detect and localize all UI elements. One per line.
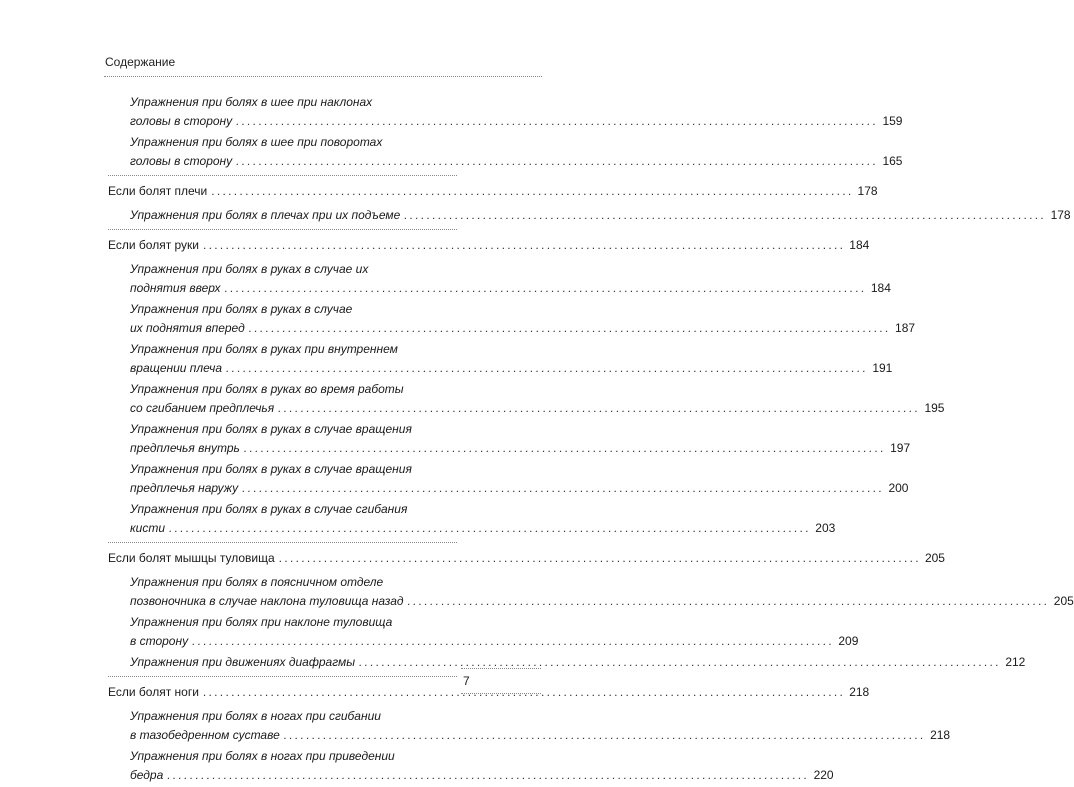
toc-entry[interactable] <box>108 93 903 131</box>
toc-entry-title-line1: Упражнения при болях в поясничном отделе <box>130 575 384 589</box>
toc-page-number: 218 <box>849 685 870 699</box>
toc-page-number: 200 <box>888 481 909 495</box>
toc-page-number: 165 <box>882 154 903 168</box>
toc-entry-title: головы в сторону <box>130 114 233 128</box>
toc-entry-title-line1: Упражнения при болях в руках в случае <box>130 302 353 316</box>
toc-page-number: 205 <box>1053 594 1074 608</box>
section-divider <box>108 229 457 230</box>
toc-chapter-title: Если болят руки <box>108 238 200 252</box>
folio-page-number: 7 <box>463 674 470 688</box>
toc-entry[interactable] <box>108 260 891 298</box>
dot-leader: .................................................................................................................. <box>407 594 1050 608</box>
toc-entry-title: головы в сторону <box>130 154 233 168</box>
toc-page-number: 209 <box>838 634 859 648</box>
toc-entry-title: в сторону <box>130 634 189 648</box>
toc-entry-title-line1: Упражнения при болях в руках в случае их <box>130 262 369 276</box>
toc-entry-title-line1: Упражнения при болях в руках в случае сгибания <box>130 502 408 516</box>
toc-entry-title: предплечья наружу <box>130 481 239 495</box>
toc-entry-title: их поднятия вперед <box>130 321 245 335</box>
dot-leader: .................................................................................................................. <box>167 768 810 782</box>
toc-chapter[interactable] <box>108 683 870 702</box>
dot-leader: .................................................................................................................. <box>248 321 892 335</box>
running-header-title: Содержание <box>105 55 176 69</box>
toc-entry[interactable] <box>108 613 859 651</box>
toc-entry-title-line1: Упражнения при болях в руках в случае вращения <box>130 422 412 436</box>
toc-entry-title-line1: Упражнения при болях в ногах при сгибании <box>130 709 381 723</box>
dot-leader: .................................................................................................................. <box>359 655 1002 669</box>
toc-entry-title: бедра <box>130 768 164 782</box>
toc-entry-title-line1: Упражнения при болях в руках во время работы <box>130 382 404 396</box>
toc-page-number: 178 <box>1050 208 1071 222</box>
toc-chapter[interactable] <box>108 182 878 201</box>
dot-leader: .................................................................................................................. <box>278 401 921 415</box>
dot-leader: .................................................................................................................. <box>278 551 921 565</box>
toc-page-number: 184 <box>849 238 870 252</box>
toc-entry-title: в тазобедренном суставе <box>130 728 280 742</box>
toc-chapter[interactable] <box>108 549 945 568</box>
toc-entry[interactable] <box>108 747 834 785</box>
toc-entry[interactable] <box>108 573 1074 611</box>
toc-entry-title: поднятия вверх <box>130 281 221 295</box>
dot-leader: .................................................................................................................. <box>236 114 879 128</box>
dot-leader: .................................................................................................................. <box>242 481 885 495</box>
toc-page-number: 187 <box>895 321 916 335</box>
dot-leader: .................................................................................................................. <box>169 521 812 535</box>
footer-divider-top <box>461 668 541 669</box>
toc-chapter-title: Если болят плечи <box>108 184 208 198</box>
toc-chapter-title: Если болят мышцы туловища <box>108 551 275 565</box>
toc-entry[interactable] <box>108 206 1071 225</box>
section-divider <box>108 676 457 677</box>
toc-chapter[interactable] <box>108 236 870 255</box>
toc-entry[interactable] <box>108 500 836 538</box>
toc-entry-title-line1: Упражнения при болях при наклоне туловища <box>130 615 393 629</box>
toc-entry[interactable] <box>108 707 951 745</box>
toc-entry-title: позвоночника в случае наклона туловища назад <box>130 594 404 608</box>
section-divider <box>108 175 457 176</box>
toc-page-number: 197 <box>890 441 911 455</box>
toc-page-number: 178 <box>857 184 878 198</box>
toc-entry[interactable] <box>108 340 893 378</box>
toc-entry-title-line1: Упражнения при болях в шее при поворотах <box>130 135 383 149</box>
dot-leader: .................................................................................................................. <box>202 685 846 699</box>
section-divider <box>108 542 457 543</box>
toc-entry-title: Упражнения при движениях диафрагмы <box>130 655 356 669</box>
dot-leader: .................................................................................................................. <box>236 154 879 168</box>
toc-page-number: 212 <box>1005 655 1026 669</box>
toc-page-number: 205 <box>924 551 945 565</box>
toc-entry[interactable] <box>108 133 903 171</box>
dot-leader: .................................................................................................................. <box>243 441 887 455</box>
toc-page-number: 218 <box>930 728 951 742</box>
toc-entry-title-line1: Упражнения при болях в руках в случае вращения <box>130 462 412 476</box>
toc-chapter-title: Если болят ноги <box>108 685 199 699</box>
toc-entry[interactable] <box>108 300 916 338</box>
toc-entry-title: предплечья внутрь <box>130 441 240 455</box>
toc-entry-title: кисти <box>130 521 166 535</box>
toc-entry-title-line1: Упражнения при болях в ногах при приведении <box>130 749 395 763</box>
toc-entry-title-line1: Упражнения при болях в руках при внутреннем <box>130 342 398 356</box>
toc-entry-title: Упражнения при болях в плечах при их подъеме <box>130 208 401 222</box>
dot-leader: .................................................................................................................. <box>283 728 927 742</box>
dot-leader: .................................................................................................................. <box>404 208 1047 222</box>
toc-page-number: 203 <box>815 521 836 535</box>
toc-page-number: 159 <box>882 114 903 128</box>
toc-entry[interactable] <box>108 460 909 498</box>
toc-page-number: 195 <box>924 401 945 415</box>
dot-leader: .................................................................................................................. <box>203 238 846 252</box>
toc-entry-title-line1: Упражнения при болях в шее при наклонах <box>130 95 373 109</box>
dot-leader: .................................................................................................................. <box>192 634 835 648</box>
toc-entry[interactable] <box>108 420 911 458</box>
table-of-contents <box>108 93 1074 787</box>
dot-leader: .................................................................................................................. <box>211 184 854 198</box>
footer-divider-bottom <box>461 693 541 694</box>
toc-entry-title: со сгибанием предплечья <box>130 401 275 415</box>
toc-entry-title: вращении плеча <box>130 361 223 375</box>
toc-entry[interactable] <box>108 653 1026 672</box>
toc-page-number: 191 <box>872 361 893 375</box>
dot-leader: .................................................................................................................. <box>224 281 867 295</box>
dot-leader: .................................................................................................................. <box>226 361 869 375</box>
toc-page-number: 184 <box>870 281 891 295</box>
toc-page-number: 220 <box>813 768 834 782</box>
toc-entry[interactable] <box>108 380 945 418</box>
header-divider <box>104 76 542 77</box>
